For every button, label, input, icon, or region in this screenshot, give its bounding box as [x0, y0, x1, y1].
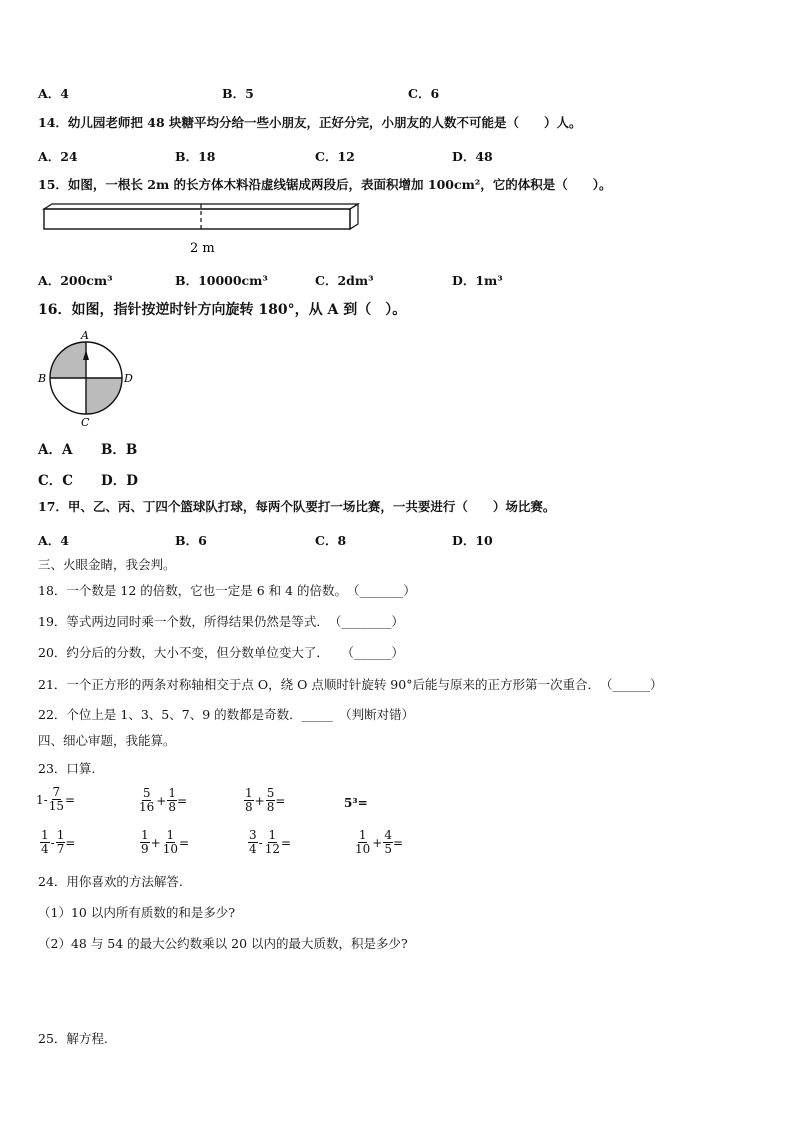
question-24-part-1: （1）10 以内所有质数的和是多少?	[38, 905, 236, 920]
question-20: 20．约分后的分数，大小不变，但分数单位变大了． （______）	[38, 645, 404, 660]
q16-option-c: C．C	[38, 473, 73, 489]
q23-expr-6: 1 9 + $\frac{1}{10}$ =	[141, 828, 190, 856]
question-23-title: 23．口算.	[38, 761, 96, 776]
q23-expr-2: 5 16 + $\frac{1}{8}$ =	[139, 786, 188, 814]
q15-option-c: C．2dm³	[315, 273, 374, 288]
q13-option-b: B．5	[222, 86, 254, 101]
q23-expr-7: 3 4 - $\frac{1}{12}$ =	[249, 828, 292, 856]
q16-option-d: D．D	[101, 473, 138, 489]
q15-option-d: D．1m³	[452, 273, 503, 288]
q16-label-a: A	[81, 329, 89, 342]
question-24-title: 24．用你喜欢的方法解答.	[38, 874, 183, 889]
q15-length-label: 2 m	[190, 241, 215, 256]
question-17: 17．甲、乙、丙、丁四个篮球队打球，每两个队要打一场比赛，一共要进行（ ）场比赛。	[38, 499, 556, 514]
q23-expr-5: 1 4 - $\frac{1}{7}$ =	[41, 828, 76, 856]
question-22: 22．个位上是 1、3、5、7、9 的数都是奇数．_____ （判断对错）	[38, 707, 415, 722]
q16-circle-pointer-figure	[36, 328, 136, 428]
question-14: 14．幼儿园老师把 48 块糖平均分给一些小朋友，正好分完，小朋友的人数不可能是（ ）人。	[38, 115, 582, 130]
q16-option-b: B．B	[101, 442, 138, 458]
q16-label-b: B	[38, 372, 47, 385]
q17-option-b: B．6	[175, 533, 207, 548]
question-15: 15．如图，一根长 2m 的长方体木料沿虚线锯成两段后，表面积增加 100cm²，它的体积是（ ）。	[38, 177, 612, 192]
question-24-part-2: （2）48 与 54 的最大公约数乘以 20 以内的最大质数，积是多少?	[38, 936, 408, 951]
q14-option-b: B．18	[175, 149, 216, 164]
q23-expr-1: 1- $\frac{7}{15}$ =	[36, 785, 76, 813]
q14-option-c: C．12	[315, 149, 355, 164]
question-25: 25．解方程.	[38, 1031, 108, 1046]
q17-option-d: D．10	[452, 533, 493, 548]
question-19: 19．等式两边同时乘一个数，所得结果仍然是等式． （________）	[38, 614, 404, 629]
q15-option-a: A．200cm³	[38, 273, 113, 288]
q14-option-a: A．24	[38, 149, 78, 164]
q13-option-a: A．4	[38, 86, 69, 101]
q14-option-d: D．48	[452, 149, 493, 164]
q23-expr-8: 1 10 + $\frac{4}{5}$ =	[355, 828, 404, 856]
q17-option-a: A．4	[38, 533, 69, 548]
section-3-heading: 三、火眼金睛，我会判。	[38, 557, 176, 572]
question-16: 16．如图，指针按逆时针方向旋转 180°，从 A 到（ ）。	[38, 302, 407, 318]
q16-option-a: A．A	[38, 442, 73, 458]
q15-wood-bar-figure	[38, 202, 368, 258]
section-4-heading: 四、细心审题，我能算。	[38, 733, 176, 748]
q23-expr-3: 1 8 + $\frac{5}{8}$ =	[245, 786, 286, 814]
q17-option-c: C．8	[315, 533, 347, 548]
question-21: 21．一个正方形的两条对称轴相交于点 O，绕 O 点顺时针旋转 90°后能与原来的正方形第一次重合． （______）	[38, 677, 663, 692]
q23-expr-4: 5³=	[344, 796, 368, 810]
q16-label-c: C	[81, 416, 90, 428]
q13-option-c: C．6	[408, 86, 440, 101]
question-18: 18．一个数是 12 的倍数，它也一定是 6 和 4 的倍数。 （_______）	[38, 583, 416, 598]
q16-label-d: D	[124, 372, 133, 385]
q15-option-b: B．10000cm³	[175, 273, 268, 288]
